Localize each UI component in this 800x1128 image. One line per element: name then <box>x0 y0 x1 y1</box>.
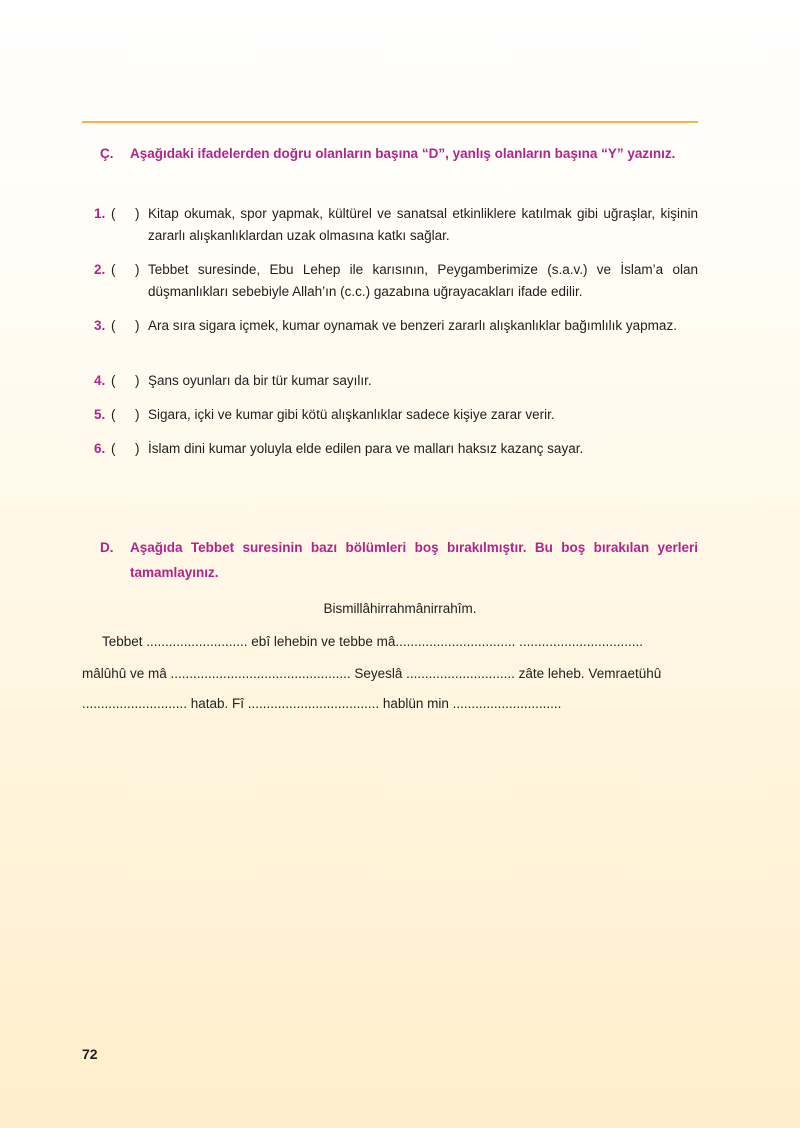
question-text: İslam dini kumar yoluyla elde edilen para ve malları haksız kazanç sayar. <box>148 441 584 456</box>
answer-blank-open[interactable]: ( <box>111 407 116 422</box>
question-item <box>82 203 698 247</box>
answer-blank-open[interactable]: ( <box>111 373 116 388</box>
fill-in-line: ............................ hatab. Fî ................................... hablün min ............................. <box>82 696 562 711</box>
question-item <box>82 438 698 460</box>
answer-blank-close: ) <box>135 262 140 277</box>
answer-blank-open[interactable]: ( <box>111 441 116 456</box>
section-d-letter: D. <box>100 540 114 555</box>
page-number: 72 <box>82 1046 98 1062</box>
fill-in-line: Tebbet ........................... ebî lehebin ve tebbe mâ................................ ................................. <box>102 634 643 649</box>
answer-blank-close: ) <box>135 407 140 422</box>
question-item <box>82 404 698 426</box>
section-c-title: Aşağıdaki ifadelerden doğru olanların başına “D”, yanlış olanların başına “Y” yazınız. <box>130 146 676 161</box>
header-divider <box>82 121 698 123</box>
section-d-title: Aşağıda Tebbet suresinin bazı bölümleri boş bırakılmıştır. Bu boş bırakılan yerleri tamamlayınız. <box>130 540 698 580</box>
question-number: 4. <box>94 373 106 388</box>
answer-blank-open[interactable]: ( <box>111 262 116 277</box>
answer-blank-close: ) <box>135 373 140 388</box>
question-text: Kitap okumak, spor yapmak, kültürel ve sanatsal etkinliklere katılmak gibi uğraşlar, kişinin zararlı alışkanlıklardan uzak olmasına katkı sağlar. <box>148 206 698 243</box>
question-number: 3. <box>94 318 106 333</box>
question-number: 2. <box>94 262 106 277</box>
basmala: Bismillâhirrahmânirrahîm. <box>323 601 477 616</box>
question-number: 5. <box>94 407 106 422</box>
section-d-heading <box>100 535 698 585</box>
question-text: Şans oyunları da bir tür kumar sayılır. <box>148 373 372 388</box>
question-item <box>82 259 698 303</box>
section-c-letter: Ç. <box>100 146 114 161</box>
question-text: Ara sıra sigara içmek, kumar oynamak ve benzeri zararlı alışkanlıklar bağımlılık yapmaz. <box>148 318 677 333</box>
answer-blank-close: ) <box>135 206 140 221</box>
answer-blank-close: ) <box>135 441 140 456</box>
question-number: 6. <box>94 441 106 456</box>
question-text: Tebbet suresinde, Ebu Lehep ile karısının, Peygamberimize (s.a.v.) ve İslam’a olan düşmanlıkları sebebiyle Allah’ın (c.c.) gazabına uğrayacakları ifade edilir. <box>148 262 698 299</box>
answer-blank-close: ) <box>135 318 140 333</box>
answer-blank-open[interactable]: ( <box>111 206 116 221</box>
fill-in-line: mâlûhû ve mâ ................................................ Seyeslâ ............................. zâte leheb. Vemraetühû <box>82 666 662 681</box>
question-number: 1. <box>94 206 106 221</box>
answer-blank-open[interactable]: ( <box>111 318 116 333</box>
question-item <box>82 370 698 392</box>
question-text: Sigara, içki ve kumar gibi kötü alışkanlıklar sadece kişiye zarar verir. <box>148 407 555 422</box>
section-c-heading <box>100 141 698 166</box>
question-item <box>82 315 698 337</box>
